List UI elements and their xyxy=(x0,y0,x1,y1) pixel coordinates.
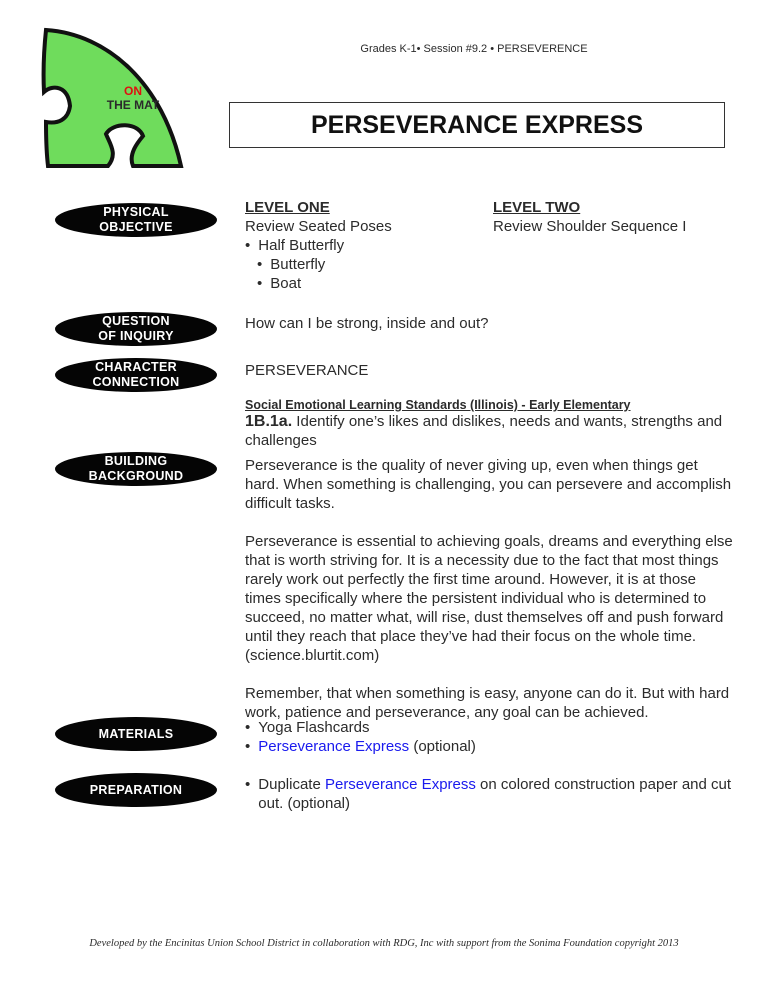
list-item: • Boat xyxy=(257,274,392,293)
footer: Developed by the Encinitas Union School District in collaboration with RDG, Inc with support from the Sonima Foundation copyright 2013 xyxy=(89,938,679,949)
list-item: • Yoga Flashcards xyxy=(245,718,476,737)
perseverance-express-link[interactable]: Perseverance Express xyxy=(324,776,476,793)
building-background-text: Perseverance is the quality of never giving up, even when things get hard. When something is challenging, you can persevere and accomplish difficult tasks. Perseverance is essential to achieving goals, dreams and everything else that is worth striving for. It is a necessity due to the fact that most things rarely work out perfectly the first time around. However, it is at those times specifically where the persistent individual who is determined to succeed, no matter what, will rise, dust themselves off and push forward until they reach that place they’ve had their focus on the whole time. (science.blurtit.com) Remember, that when something is easy, anyone can do it. But with hard work, patience and perseverance, any goal can be achieved. xyxy=(245,457,733,721)
label-question-of-inquiry: QUESTION OF INQUIRY xyxy=(55,312,217,346)
list-item: • Half Butterfly xyxy=(245,236,392,255)
label-materials: MATERIALS xyxy=(55,717,217,751)
label-physical-objective: PHYSICAL OBJECTIVE xyxy=(55,203,217,237)
label-character-connection: CHARACTER CONNECTION xyxy=(55,358,217,392)
logo-the-mat: THE MAT xyxy=(106,98,160,112)
character-text: PERSEVERANCE xyxy=(245,362,369,379)
standards: Social Emotional Learning Standards (Illinois) - Early Elementary 1B.1a. Identify one’s likes and dislikes, needs and wants, strengths and challenges xyxy=(245,398,723,449)
perseverance-express-link[interactable]: Perseverance Express xyxy=(258,738,410,755)
preparation-text: • Duplicate Perseverance Express on colored construction paper and cut out. (optional) xyxy=(245,776,732,812)
question-text: How can I be strong, inside and out? xyxy=(245,315,489,332)
on-the-mat-logo xyxy=(38,24,188,174)
page-title: PERSEVERANCE EXPRESS xyxy=(229,102,725,148)
level-two: LEVEL TWO Review Shoulder Sequence I xyxy=(493,199,687,235)
list-item: • Perseverance Express (optional) xyxy=(245,737,476,756)
logo-on: ON xyxy=(124,84,142,98)
level-one: LEVEL ONE Review Seated Poses • Half Butterfly • Butterfly • Boat xyxy=(245,198,392,293)
page-header: Grades K-1• Session #9.2 • PERSEVERENCE xyxy=(360,43,588,55)
label-preparation: PREPARATION xyxy=(55,773,217,807)
materials-list xyxy=(245,718,476,756)
list-item: • Butterfly xyxy=(257,255,392,274)
label-building-background: BUILDING BACKGROUND xyxy=(55,452,217,486)
